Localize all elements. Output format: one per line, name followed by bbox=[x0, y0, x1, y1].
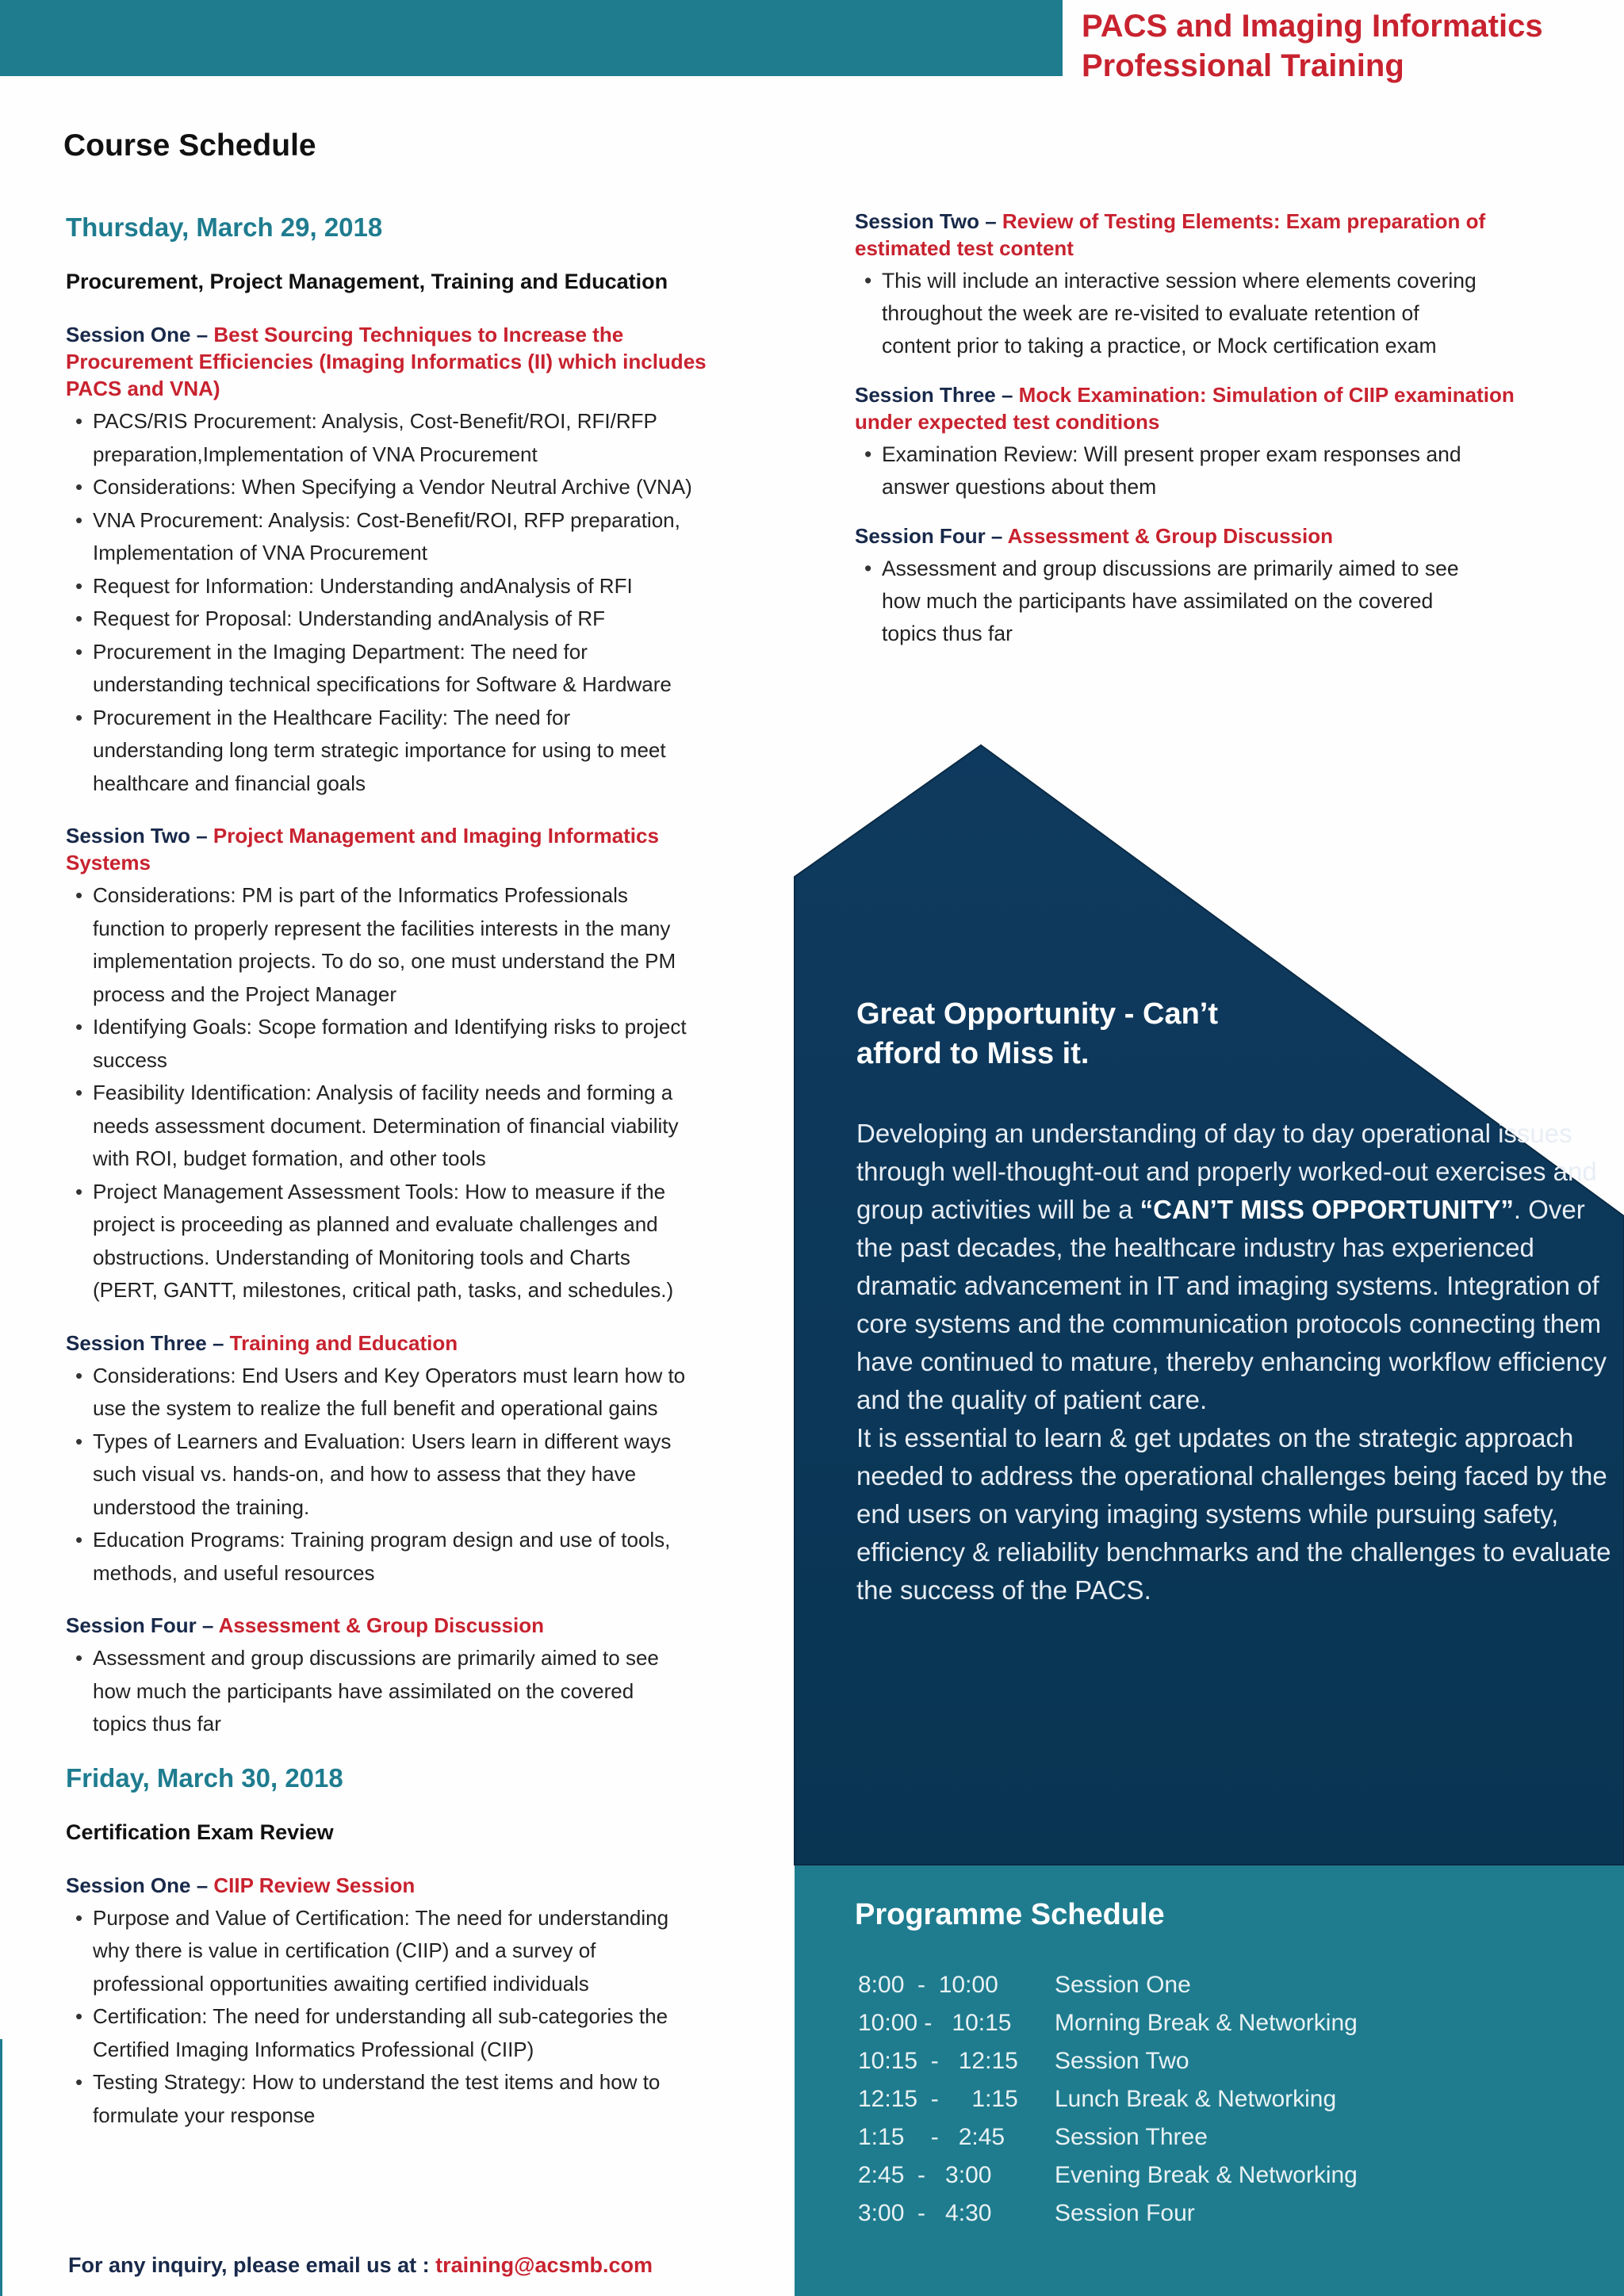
bullet-item bbox=[93, 405, 764, 471]
bullet-item bbox=[93, 504, 764, 570]
bullet-item bbox=[93, 1360, 764, 1425]
day-one-sessions bbox=[66, 321, 764, 1741]
session-bullet-list bbox=[66, 1642, 764, 1741]
session-heading bbox=[66, 321, 764, 402]
footer-text: For any inquiry, please email us at : bbox=[68, 2253, 436, 2277]
programme-session: Session Four bbox=[1055, 2200, 1195, 2226]
day-two-subtitle: Certification Exam Review bbox=[66, 1820, 334, 1844]
bullet-item bbox=[93, 1011, 764, 1077]
bullet-line: topics thus far bbox=[93, 1712, 221, 1735]
bullet-line: project is proceeding as planned and evaluate challenges and bbox=[93, 1212, 658, 1236]
session-heading bbox=[66, 1330, 764, 1357]
programme-row bbox=[858, 2004, 1572, 2042]
bullet-line: function to properly represent the facilities interests in the many bbox=[93, 916, 671, 940]
bullet-line: Feasibility Identification: Analysis of facility needs and forming a bbox=[93, 1081, 673, 1104]
page-title: Course Schedule bbox=[63, 128, 316, 163]
session-label: Session One – bbox=[66, 323, 214, 346]
brand-line-2: Professional Training bbox=[1082, 48, 1404, 83]
session-label: Session One – bbox=[66, 1873, 214, 1897]
bullet-line: methods, and useful resources bbox=[93, 1560, 375, 1585]
bullet-line: Request for Proposal: Understanding andAnalysis of RF bbox=[93, 607, 606, 630]
session-title: Assessment & Group Discussion bbox=[218, 1613, 544, 1637]
session-bullet-list bbox=[855, 265, 1545, 362]
brand-line-1: PACS and Imaging Informatics bbox=[1082, 9, 1543, 44]
promo-body-start: Developing an understanding of day to day operational issues through well-thought-out and properly worked-out exercises and group activities will be a bbox=[856, 1119, 1597, 1224]
day-two-column-continued bbox=[855, 208, 1545, 669]
bullet-line: Identifying Goals: Scope formation and Identifying risks to project bbox=[93, 1015, 687, 1039]
session-bullet-list bbox=[66, 1902, 764, 2133]
bullet-line: Certified Imaging Informatics Professional (CIIP) bbox=[93, 2037, 534, 2061]
session-heading bbox=[855, 381, 1545, 435]
promo-title-line-2: afford to Miss it. bbox=[856, 1037, 1090, 1070]
bullet-line: Types of Learners and Evaluation: Users learn in different ways bbox=[93, 1429, 672, 1453]
bullet-item bbox=[93, 1425, 764, 1525]
bullet-line: topics thus far bbox=[882, 622, 1013, 645]
session-label: Session Four – bbox=[855, 524, 1008, 548]
bullet-line: healthcare and financial goals bbox=[93, 771, 366, 795]
programme-session: Session One bbox=[1055, 1972, 1191, 1998]
programme-time: 1:15 - 2:45 bbox=[858, 2124, 1005, 2150]
bullet-line: understood the training. bbox=[93, 1494, 310, 1519]
bullet-line: Procurement in the Imaging Department: The need for bbox=[93, 639, 588, 664]
programme-title: Programme Schedule bbox=[855, 1898, 1165, 1931]
footer-email-link[interactable]: training@acsmb.com bbox=[435, 2253, 653, 2277]
bullet-item bbox=[882, 265, 1545, 362]
bullet-line: Certification: The need for understanding all sub-categories the bbox=[93, 2004, 668, 2028]
bullet-item bbox=[882, 438, 1545, 503]
bullet-item bbox=[93, 570, 764, 603]
session-title: Best Sourcing Techniques to Increase the bbox=[213, 323, 624, 346]
session-title: CIIP Review Session bbox=[213, 1873, 416, 1897]
bullet-line: how much the participants have assimilated on the covered bbox=[882, 589, 1434, 613]
bullet-item bbox=[93, 2000, 764, 2066]
session-heading bbox=[855, 208, 1545, 262]
session-title: under expected test conditions bbox=[855, 410, 1160, 434]
session-label: Session Two – bbox=[855, 209, 1002, 233]
session-title: Assessment & Group Discussion bbox=[1007, 524, 1333, 548]
bullet-item bbox=[93, 636, 764, 702]
day-one-column bbox=[66, 212, 764, 2154]
session-label: Session Four – bbox=[66, 1613, 219, 1637]
promo-title-line-1: Great Opportunity - Can’t bbox=[856, 997, 1218, 1031]
programme-row bbox=[858, 2042, 1572, 2080]
session-bullet-list bbox=[855, 553, 1545, 650]
programme-time: 12:15 - 1:15 bbox=[858, 2086, 1018, 2112]
bullet-line: obstructions. Understanding of Monitoring tools and Charts bbox=[93, 1245, 630, 1269]
bullet-item bbox=[93, 1902, 764, 2001]
bullet-item bbox=[93, 603, 764, 636]
programme-row bbox=[858, 1966, 1572, 2004]
bullet-line: answer questions about them bbox=[882, 475, 1157, 499]
bullet-line: Purpose and Value of Certification: The need for understanding bbox=[93, 1905, 669, 1930]
programme-time: 10:00 - 10:15 bbox=[858, 2010, 1012, 2036]
bullet-item bbox=[93, 1642, 764, 1741]
bullet-item bbox=[93, 1077, 764, 1176]
programme-time: 3:00 - 4:30 bbox=[858, 2200, 992, 2226]
programme-row bbox=[858, 2118, 1572, 2156]
bullet-line: (PERT, GANTT, milestones, critical path, tasks, and schedules.) bbox=[93, 1278, 674, 1302]
session-heading bbox=[66, 822, 764, 876]
session-title: Review of Testing Elements: Exam preparation of bbox=[1002, 209, 1486, 233]
session-label: Session Three – bbox=[66, 1330, 230, 1355]
day-two-sessions-right bbox=[855, 208, 1545, 650]
bullet-line: PACS/RIS Procurement: Analysis, Cost-Benefit/ROI, RFI/RFP bbox=[93, 409, 657, 433]
bullet-line: preparation,Implementation of VNA Procurement bbox=[93, 442, 538, 466]
left-edge-accent bbox=[0, 2039, 2, 2296]
day-two-sessions-left bbox=[66, 1872, 764, 2133]
session-heading bbox=[66, 1872, 764, 1899]
programme-time: 8:00 - 10:00 bbox=[858, 1972, 998, 1998]
bullet-line: Request for Information: Understanding andAnalysis of RFI bbox=[93, 573, 633, 598]
bullet-line: content prior to taking a practice, or Mock certification exam bbox=[882, 334, 1437, 358]
session-title: Procurement Efficiencies (Imaging Informatics (II) which includes bbox=[66, 350, 707, 373]
bullet-line: Examination Review: Will present proper exam responses and bbox=[882, 442, 1461, 466]
bullet-line: use the system to realize the full benefit and operational gains bbox=[93, 1396, 658, 1420]
bullet-line: understanding long term strategic importance for using to meet bbox=[93, 738, 666, 762]
bullet-line: with ROI, budget formation, and other tools bbox=[93, 1146, 486, 1170]
promo-body bbox=[856, 1115, 1618, 1609]
session-title: Project Management and Imaging Informatics bbox=[213, 824, 659, 848]
bullet-line: why there is value in certification (CIIP) and a survey of bbox=[93, 1938, 596, 1962]
bullet-item bbox=[93, 1524, 764, 1590]
day-one-date: Thursday, March 29, 2018 bbox=[66, 212, 383, 242]
session-title: Systems bbox=[66, 851, 151, 874]
bullet-item bbox=[882, 553, 1545, 650]
bullet-line: Education Programs: Training program design and use of tools, bbox=[93, 1528, 671, 1552]
bullet-item bbox=[93, 471, 764, 504]
bullet-line: Assessment and group discussions are primarily aimed to see bbox=[882, 557, 1459, 580]
programme-row bbox=[858, 2195, 1572, 2233]
programme-session: Lunch Break & Networking bbox=[1055, 2086, 1337, 2112]
programme-schedule bbox=[858, 1966, 1572, 2233]
bullet-line: Testing Strategy: How to understand the test items and how to bbox=[93, 2070, 661, 2094]
session-bullet-list bbox=[855, 438, 1545, 503]
bullet-line: Procurement in the Healthcare Facility: The need for bbox=[93, 705, 571, 729]
programme-time: 2:45 - 3:00 bbox=[858, 2162, 992, 2188]
bullet-item bbox=[93, 1176, 764, 1307]
session-label: Session Three – bbox=[855, 383, 1019, 407]
bullet-line: Project Management Assessment Tools: How to measure if the bbox=[93, 1179, 666, 1203]
session-bullet-list bbox=[66, 879, 764, 1307]
footer-inquiry bbox=[68, 2253, 653, 2278]
promo-body-highlight: “CAN’T MISS OPPORTUNITY” bbox=[1139, 1195, 1514, 1224]
programme-session: Morning Break & Networking bbox=[1055, 2010, 1358, 2036]
programme-row bbox=[858, 2080, 1572, 2118]
promo-body-end: . Over the past decades, the healthcare industry has experienced dramatic advancement in IT and imaging systems. Integration of core systems and the communication protocols connecting them have continued to mature, thereby enhancing workflow efficiency and the quality of patient care. bbox=[856, 1195, 1607, 1414]
bullet-item bbox=[93, 702, 764, 801]
day-one-subtitle: Procurement, Project Management, Training and Education bbox=[66, 270, 668, 293]
bullet-line: Assessment and group discussions are primarily aimed to see bbox=[93, 1646, 659, 1670]
promo-body-paragraph-2: It is essential to learn & get updates on the strategic approach needed to address the operational challenges being faced by the end users on varying imaging systems while pursuing safety, efficiency & reliability benchmarks and the challenges to evaluate the success of the PACS. bbox=[856, 1423, 1611, 1605]
bullet-line: understanding technical specifications for Software & Hardware bbox=[93, 672, 672, 696]
bullet-line: process and the Project Manager bbox=[93, 982, 396, 1006]
bullet-line: how much the participants have assimilated on the covered bbox=[93, 1678, 634, 1703]
promo-section bbox=[856, 994, 1618, 1609]
bullet-line: throughout the week are re-visited to evaluate retention of bbox=[882, 301, 1419, 325]
promo-title bbox=[856, 994, 1300, 1073]
bullet-line: success bbox=[93, 1047, 167, 1072]
bullet-line: VNA Procurement: Analysis: Cost-Benefit/ROI, RFP preparation, bbox=[93, 507, 680, 532]
bullet-line: Implementation of VNA Procurement bbox=[93, 541, 427, 564]
session-title: Mock Examination: Simulation of CIIP examination bbox=[1018, 383, 1515, 407]
bullet-item bbox=[93, 879, 764, 1011]
programme-session: Session Two bbox=[1055, 2048, 1189, 2074]
bullet-line: This will include an interactive session where elements covering bbox=[882, 269, 1477, 293]
bullet-line: such visual vs. hands-on, and how to assess that they have bbox=[93, 1462, 637, 1486]
bullet-line: needs assessment document. Determination of financial viability bbox=[93, 1113, 679, 1138]
session-heading bbox=[855, 522, 1545, 549]
bullet-line: Considerations: End Users and Key Operators must learn how to bbox=[93, 1363, 686, 1387]
session-title: Training and Education bbox=[229, 1330, 458, 1355]
programme-session: Session Three bbox=[1055, 2124, 1208, 2150]
bullet-line: formulate your response bbox=[93, 2103, 316, 2127]
session-bullet-list bbox=[66, 1360, 764, 1590]
programme-session: Evening Break & Networking bbox=[1055, 2162, 1358, 2188]
session-heading bbox=[66, 1612, 764, 1639]
session-title: PACS and VNA) bbox=[66, 377, 220, 400]
bullet-line: Considerations: PM is part of the Informatics Professionals bbox=[93, 883, 628, 907]
session-label: Session Two – bbox=[66, 824, 213, 848]
bullet-line: professional opportunities awaiting certified individuals bbox=[93, 1971, 589, 1996]
bullet-item bbox=[93, 2066, 764, 2132]
programme-row bbox=[858, 2156, 1572, 2195]
bullet-line: Considerations: When Specifying a Vendor Neutral Archive (VNA) bbox=[93, 475, 692, 499]
day-two-date: Friday, March 30, 2018 bbox=[66, 1762, 343, 1793]
session-title: estimated test content bbox=[855, 236, 1074, 260]
bullet-line: implementation projects. To do so, one must understand the PM bbox=[93, 949, 676, 973]
programme-time: 10:15 - 12:15 bbox=[858, 2048, 1018, 2074]
session-bullet-list bbox=[66, 405, 764, 800]
